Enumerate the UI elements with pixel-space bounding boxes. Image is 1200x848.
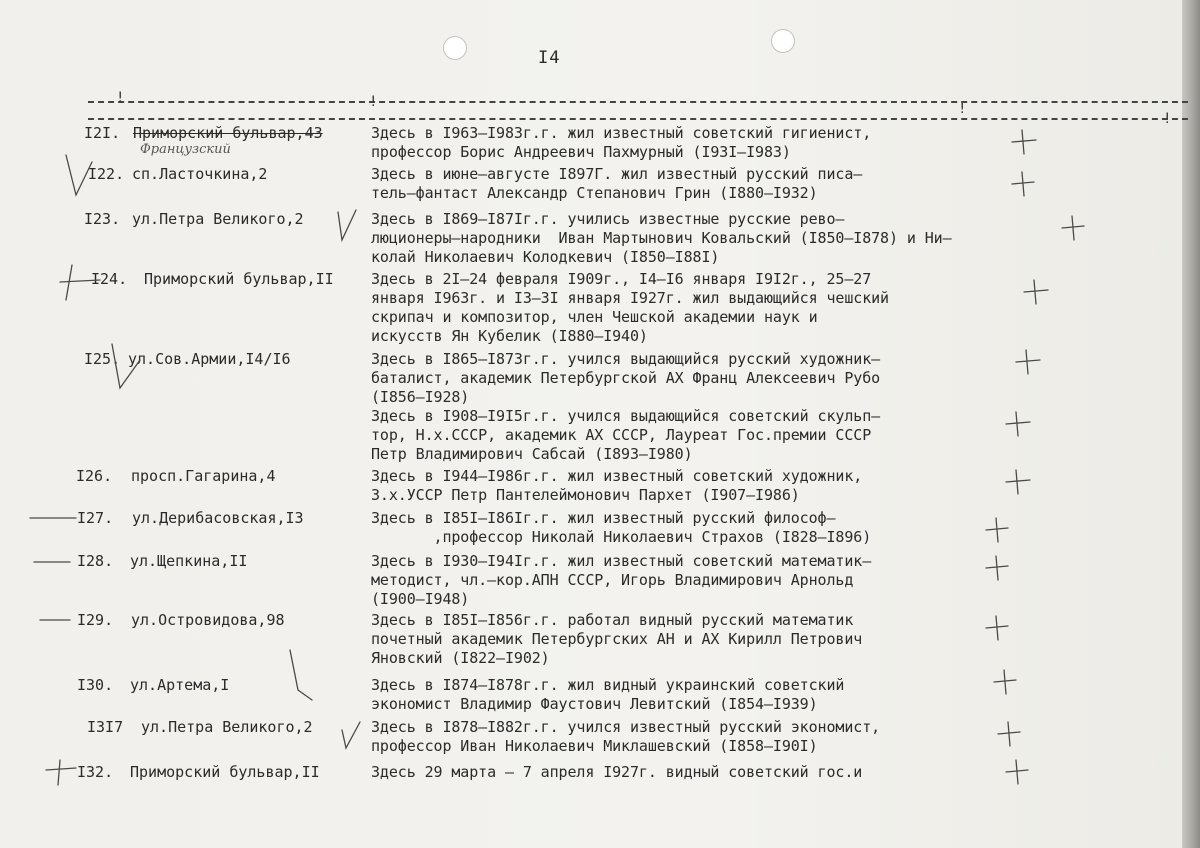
entry-number: I26. xyxy=(76,467,113,485)
check-mark-icon xyxy=(66,155,92,195)
entry-text: Здесь в I908–I9I5г.г. учился выдающийся советский скульп– тор, Н.х.СССР, академик АХ СССР, Лауреат Гос.премии СССР Петр Владимирович Сабсай (I893–I980) xyxy=(371,407,881,463)
entry-number: I30. xyxy=(77,676,114,694)
entry-address: сп.Ласточкина,2 xyxy=(132,165,268,183)
dash-mark-icon xyxy=(46,768,76,770)
plus-mark-icon xyxy=(998,722,1020,746)
plus-mark-icon xyxy=(986,518,1008,542)
plus-mark-icon xyxy=(1024,280,1048,304)
entry-text: Здесь в I874–I878г.г. жил видный украинский советский экономист Владимир Фаустович Левитский (I854–I939) xyxy=(371,676,845,713)
entry-address: Приморский бульвар,II xyxy=(130,763,320,781)
entry-text: Здесь в I944–I986г.г. жил известный советский художник, З.х.УССР Петр Пантелеймонович Пархет (I907–I986) xyxy=(371,467,863,504)
entry-text: Здесь в I930–I94Iг.г. жил известный советский математик– методист, чл.–кор.АПН СССР, Игорь Владимирович Арнольд (I900–I948) xyxy=(371,552,872,608)
entry-text: Здесь в I878–I882г.г. учился известный русский экономист, профессор Иван Николаевич Миклашевский (I858–I90I) xyxy=(371,718,881,755)
column-tick-1: ! xyxy=(116,90,125,106)
entry-number: I29. xyxy=(77,611,114,629)
plus-mark-icon xyxy=(1006,412,1030,436)
plus-mark-icon xyxy=(986,616,1008,640)
dash-mark-icon xyxy=(66,265,72,300)
plus-mark-icon xyxy=(1016,350,1040,374)
entry-text: Здесь в июне–августе I897Г. жил известный русский писа– тель–фантаст Александр Степанович Грин (I880–I932) xyxy=(371,165,863,202)
entry-text: Здесь в 2I–24 февраля I909г., I4–I6 января I9I2г., 25–27 января I963г. и I3–3I января I927г. жил выдающийся чешский скрипач и композитор, член Чешской академии наук и искусств Ян Кубелик (I880–I940) xyxy=(371,270,889,345)
entry-address: Приморский бульвар,II xyxy=(144,270,334,288)
column-tick-2: ! xyxy=(369,94,378,110)
check-mark-icon xyxy=(290,650,312,700)
plus-mark-icon xyxy=(986,556,1008,580)
entry-text: Здесь 29 марта – 7 апреля I927г. видный советский гос.и xyxy=(371,763,863,781)
column-tick-4: ! xyxy=(1163,111,1172,127)
entry-number: I3I7 xyxy=(87,718,124,736)
entry-address: ул.Островидова,98 xyxy=(131,611,285,629)
entry-number: I24. xyxy=(91,270,128,288)
handwritten-correction: Французский xyxy=(140,142,231,157)
entry-number: I28. xyxy=(77,552,114,570)
entry-number: I22. xyxy=(88,165,125,183)
entry-text: Здесь в I865–I873г.г. учился выдающийся русский художник– баталист, академик Петербургской АХ Франц Алексеевич Рубо (I856–I928) xyxy=(371,350,881,406)
entry-text: Здесь в I869–I87Iг.г. учились известные русские рево– люционеры–народники Иван Мартынович Ковальский (I850–I878) и Ни– колай Николаевич Колодкевич (I850–I88I) xyxy=(371,210,952,266)
entry-number: I2I. xyxy=(84,124,121,142)
column-tick-3: ! xyxy=(958,101,967,117)
entry-address: ул.Сов.Армии,I4/I6 xyxy=(128,350,291,368)
entry-text: Здесь в I963–I983г.г. жил известный советский гигиенист, профессор Борис Андреевич Пахмурный (I93I–I983) xyxy=(371,124,872,161)
entry-address: просп.Гагарина,4 xyxy=(131,467,276,485)
page-number: I4 xyxy=(538,48,561,68)
plus-mark-icon xyxy=(994,670,1016,694)
entry-address: ул.Петра Великого,2 xyxy=(141,718,313,736)
entry-text: Здесь в I85I–I86Iг.г. жил известный русский философ– ,профессор Николай Николаевич Страхов (I828–I896) xyxy=(371,509,872,546)
entry-number: I23. xyxy=(84,210,121,228)
entry-address: ул.Петра Великого,2 xyxy=(132,210,304,228)
check-mark-icon xyxy=(338,210,356,240)
entry-address: ул.Артема,I xyxy=(130,676,230,694)
entry-address: Приморский бульвар,43 xyxy=(133,124,323,142)
dash-mark-icon xyxy=(60,280,100,282)
entry-number: I25. xyxy=(84,350,121,368)
plus-mark-icon xyxy=(1012,130,1036,154)
entry-number: I32. xyxy=(77,763,114,781)
plus-mark-icon xyxy=(1006,760,1028,784)
check-mark-icon xyxy=(342,722,360,748)
entry-address: ул.Щепкина,II xyxy=(130,552,248,570)
plus-mark-icon xyxy=(1012,172,1034,196)
entry-number: I27. xyxy=(77,509,114,527)
plus-mark-icon xyxy=(1006,470,1030,494)
entry-address: ул.Дерибасовская,I3 xyxy=(132,509,304,527)
entry-text: Здесь в I85I–I856г.г. работал видный русский математик почетный академик Петербургских АН и АХ Кирилл Петрович Яновский (I822–I902) xyxy=(371,611,863,667)
check-mark-icon xyxy=(112,344,140,388)
dash-mark-icon xyxy=(58,760,60,785)
plus-mark-icon xyxy=(1062,216,1084,240)
